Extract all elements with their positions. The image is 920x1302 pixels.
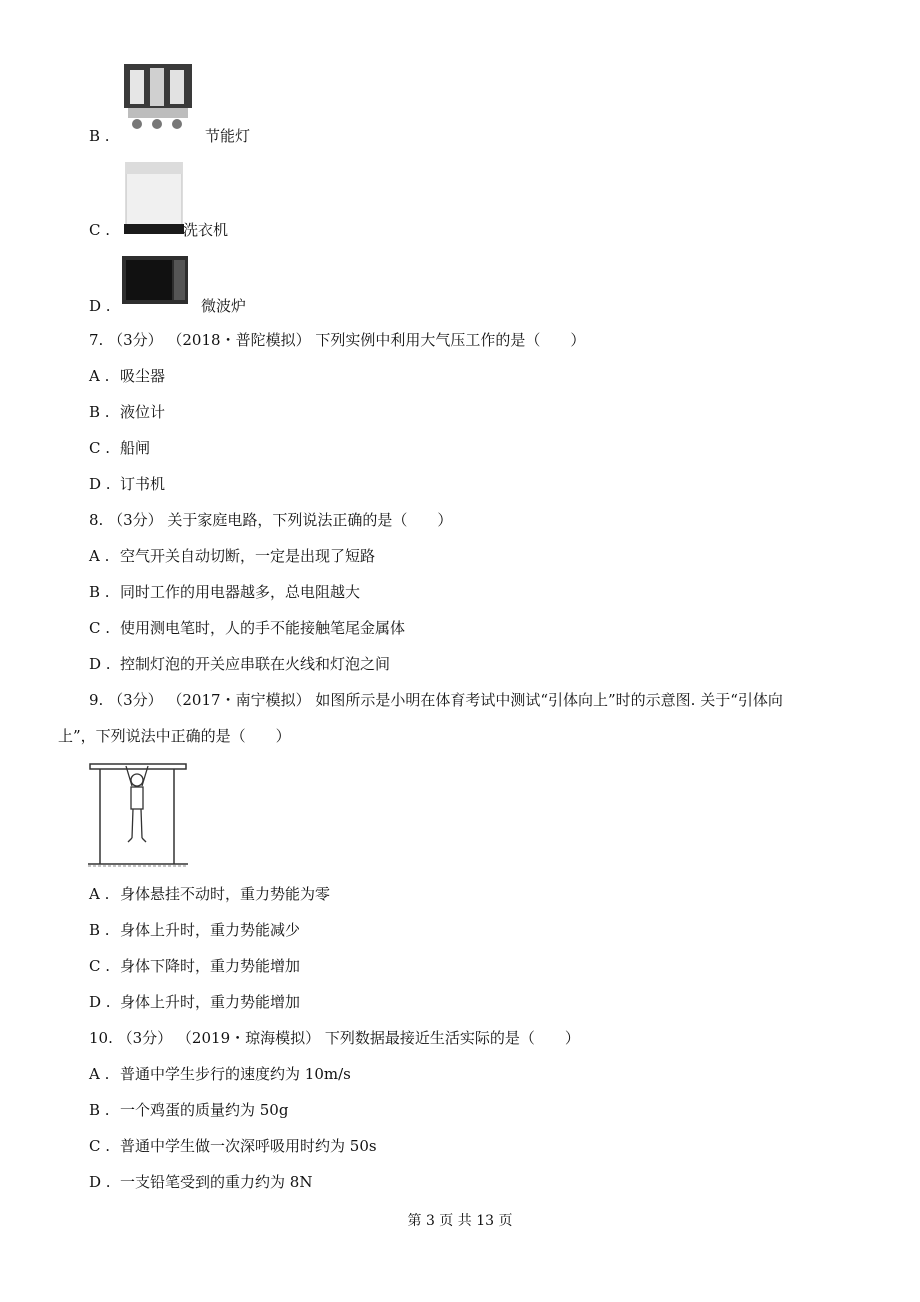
q10-option-d (89, 1172, 313, 1192)
option-letter: A . (89, 1065, 110, 1083)
q8-option-b (89, 582, 361, 602)
q9-option-c (89, 956, 301, 976)
option-b-text: 节能灯 (205, 127, 251, 145)
pull-up-figure (88, 760, 188, 868)
option-text: 一个鸡蛋的质量约为 50g (120, 1101, 289, 1119)
question-9-stem-line1: 9. （3分） （2017・南宁模拟） 如图所示是小明在体育考试中测试“引体向上”时的示意图. 关于“引体向 (89, 691, 783, 709)
q10-option-a (89, 1064, 351, 1084)
option-letter: D . (89, 993, 111, 1011)
q7-option-d (89, 474, 166, 494)
q8-option-a (89, 546, 376, 566)
option-d-letter: D . (89, 297, 111, 315)
q9-option-a (89, 884, 331, 904)
energy-saving-lamp-image (124, 64, 192, 134)
option-text: 身体悬挂不动时，重力势能为零 (120, 885, 331, 903)
option-text: 订书机 (120, 475, 166, 493)
option-d-text: 微波炉 (201, 297, 247, 315)
option-letter: D . (89, 1173, 111, 1191)
microwave-oven-image (122, 256, 188, 306)
option-text: 一支铅笔受到的重力约为 8N (120, 1173, 313, 1191)
option-text: 身体上升时，重力势能增加 (120, 993, 301, 1011)
option-letter: B . (89, 921, 110, 939)
option-text: 船闸 (120, 439, 151, 457)
q7-option-c (89, 438, 151, 458)
option-letter: B . (89, 403, 110, 421)
question-8-stem: 8. （3分） 关于家庭电路，下列说法正确的是（ ） (89, 511, 453, 529)
option-b-letter: B . (89, 127, 110, 145)
q8-option-c (89, 618, 406, 638)
q10-option-b (89, 1100, 289, 1120)
q7-option-a (89, 366, 166, 386)
question-9-stem-line2: 上”，下列说法中正确的是（ ） (58, 727, 291, 745)
question-7-stem: 7. （3分） （2018・普陀模拟） 下列实例中利用大气压工作的是（ ） (89, 331, 586, 349)
option-letter: D . (89, 475, 111, 493)
option-text: 使用测电笔时，人的手不能接触笔尾金属体 (120, 619, 406, 637)
q10-option-c (89, 1136, 377, 1156)
option-text: 吸尘器 (120, 367, 166, 385)
option-text: 空气开关自动切断，一定是出现了短路 (120, 547, 376, 565)
option-text: 控制灯泡的开关应串联在火线和灯泡之间 (120, 655, 391, 673)
option-text: 液位计 (120, 403, 166, 421)
option-text: 身体下降时，重力势能增加 (120, 957, 301, 975)
option-letter: A . (89, 885, 110, 903)
q9-option-b (89, 920, 301, 940)
washing-machine-image (124, 162, 184, 236)
page-footer: 第 3 页 共 13 页 (407, 1213, 513, 1229)
option-letter: C . (89, 957, 111, 975)
option-letter: B . (89, 583, 110, 601)
option-letter: A . (89, 367, 110, 385)
option-letter: B . (89, 1101, 110, 1119)
option-letter: A . (89, 547, 110, 565)
option-text: 同时工作的用电器越多，总电阻越大 (120, 583, 361, 601)
q8-option-d (89, 654, 391, 674)
option-text: 普通中学生步行的速度约为 10m/s (120, 1065, 351, 1083)
option-letter: C . (89, 1137, 111, 1155)
option-letter: C . (89, 439, 111, 457)
q7-option-b (89, 402, 166, 422)
option-c-text: 洗衣机 (183, 221, 229, 239)
option-text: 普通中学生做一次深呼吸用时约为 50s (120, 1137, 377, 1155)
option-letter: D . (89, 655, 111, 673)
option-c-letter: C . (89, 221, 111, 239)
option-letter: C . (89, 619, 111, 637)
q9-option-d (89, 992, 301, 1012)
option-text: 身体上升时，重力势能减少 (120, 921, 301, 939)
question-10-stem: 10. （3分） （2019・琼海模拟） 下列数据最接近生活实际的是（ ） (89, 1029, 580, 1047)
